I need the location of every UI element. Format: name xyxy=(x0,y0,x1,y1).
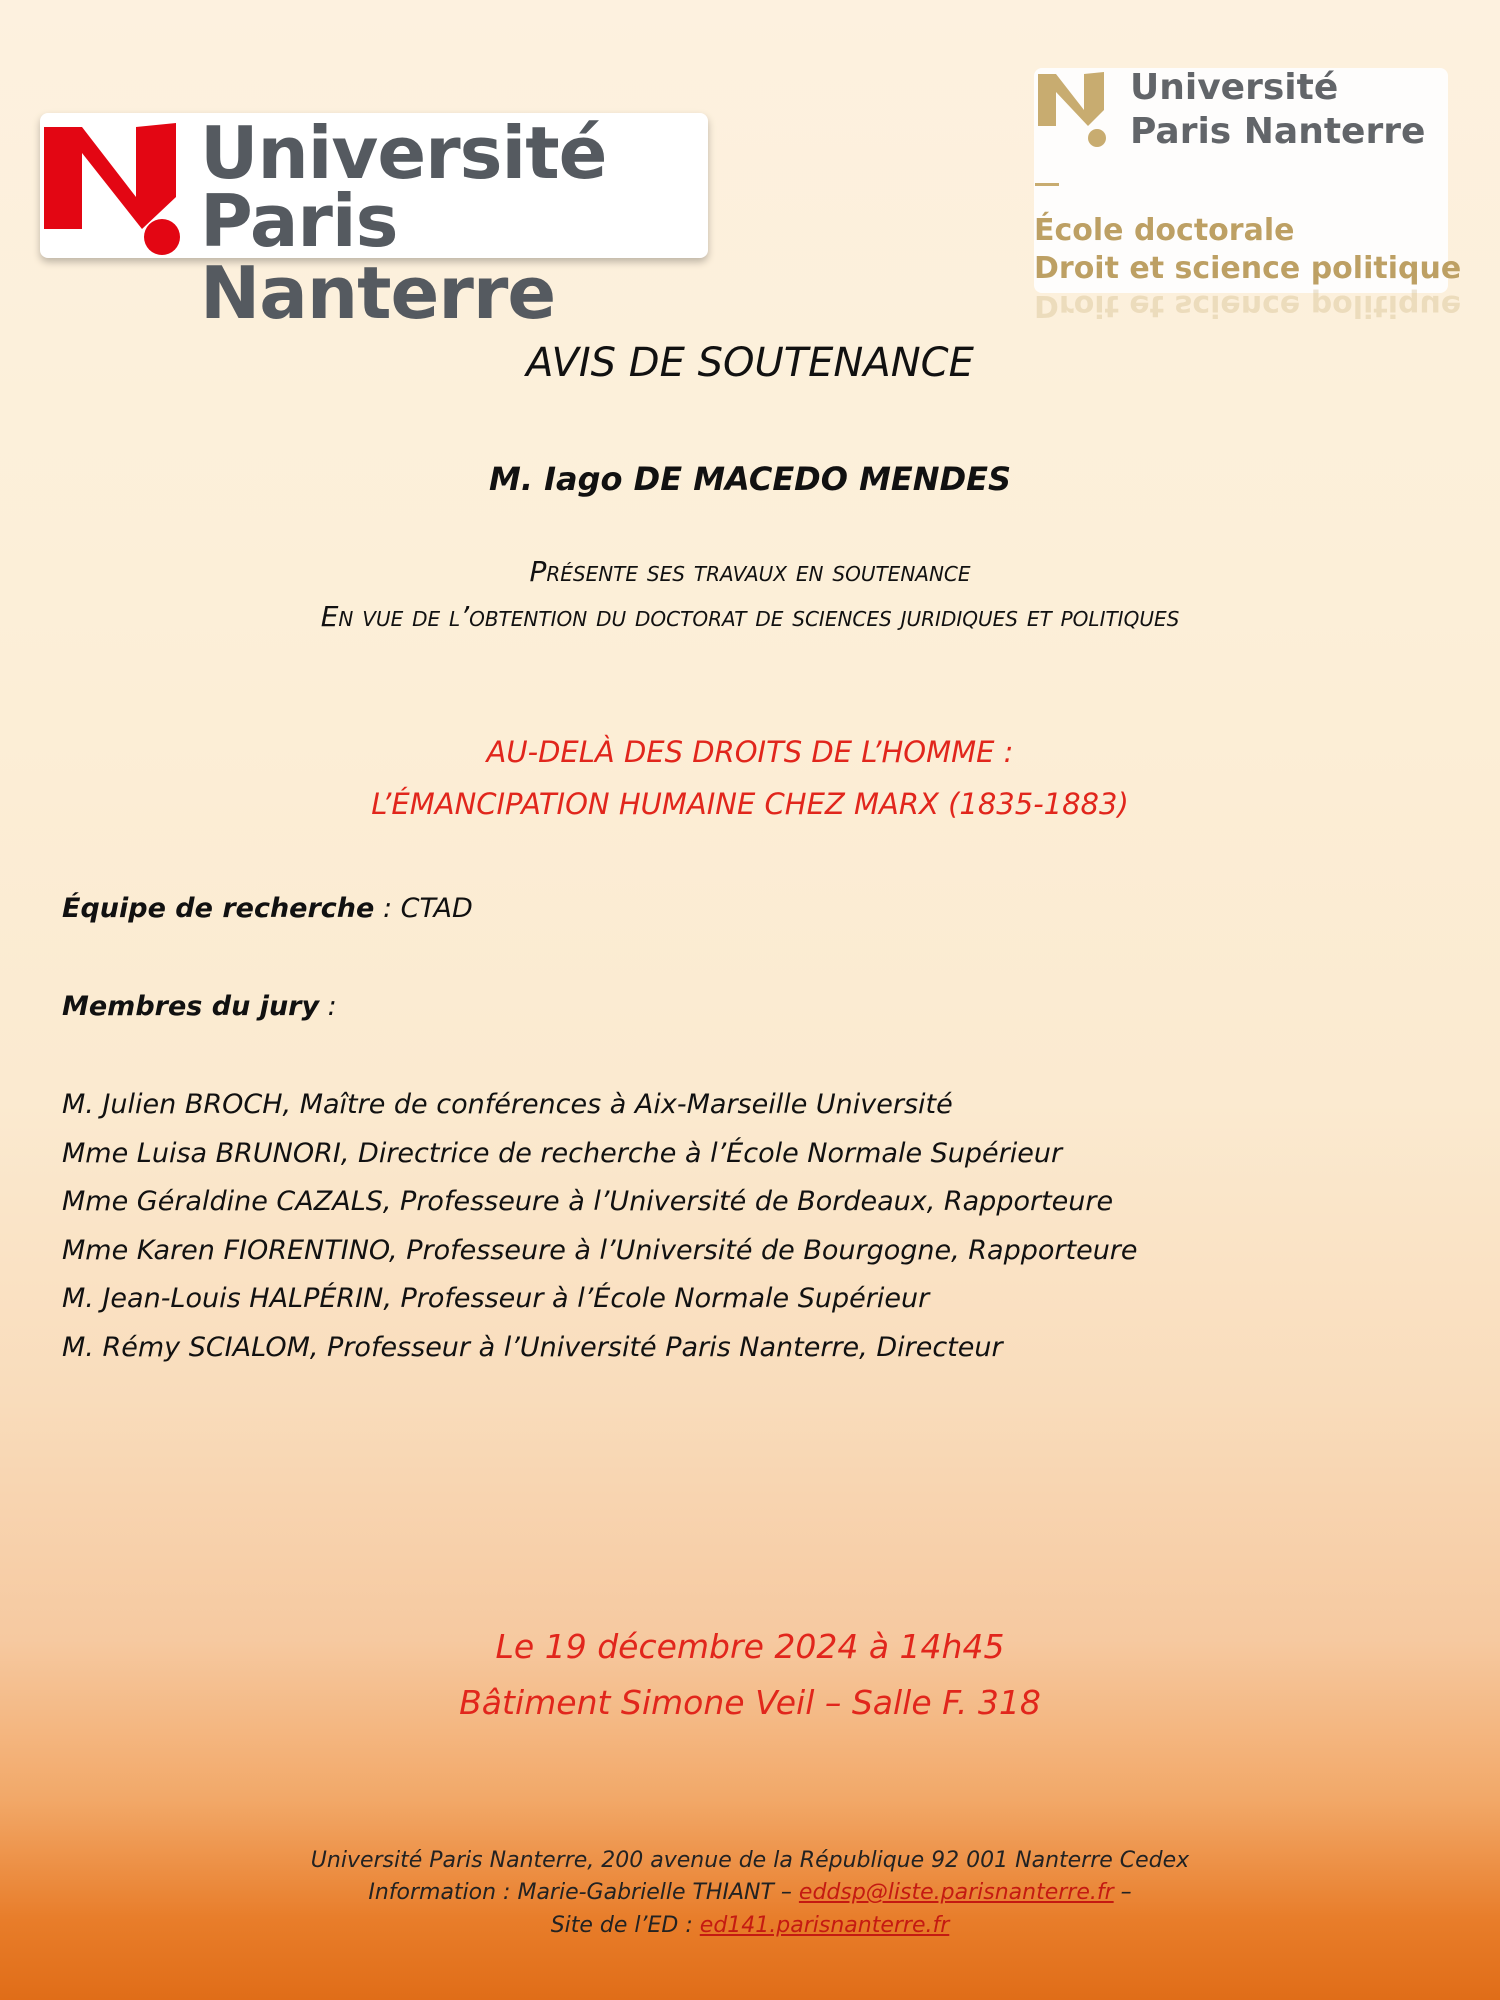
jury-label: Membres du jury xyxy=(62,991,320,1022)
doctoral-school-logo xyxy=(1034,67,1462,323)
footer-info-prefix: Information : Marie-Gabrielle THIANT – xyxy=(368,1880,799,1905)
defense-location: Bâtiment Simone Veil – Salle F. 318 xyxy=(459,1683,1041,1722)
website-link[interactable]: ed141.parisnanterre.fr xyxy=(699,1913,950,1938)
footer-site xyxy=(0,1913,1500,1938)
jury-member: Mme Luisa BRUNORI, Directrice de recherche à l’École Normale Supérieur xyxy=(62,1137,1063,1169)
footer-site-prefix: Site de l’ED : xyxy=(550,1913,700,1938)
jury-member: M. Jean-Louis HALPÉRIN, Professeur à l’École Normale Supérieur xyxy=(62,1283,930,1314)
page-title: AVIS DE SOUTENANCE xyxy=(526,340,974,386)
logo-text-line2: Paris Nanterre xyxy=(200,179,556,335)
subtitle-line2: En vue de l’obtention du doctorat de sciences juridiques et politiques xyxy=(320,600,1180,633)
nanterre-logo-mark-gold-icon xyxy=(1034,68,1124,158)
logo-text-line1: Université xyxy=(200,111,607,195)
research-team-value: CTAD xyxy=(400,893,473,924)
logo-divider xyxy=(1035,183,1059,186)
logo-right-line1: Université xyxy=(1130,67,1339,108)
subtitle-line1: Présente ses travaux en soutenance xyxy=(529,555,971,588)
research-team xyxy=(62,893,473,924)
jury-list xyxy=(62,1087,1138,1378)
candidate-name: M. Iago DE MACEDO MENDES xyxy=(488,460,1012,498)
jury-heading xyxy=(62,991,337,1022)
nanterre-logo-mark-icon xyxy=(44,117,194,257)
research-team-label: Équipe de recherche xyxy=(62,893,375,924)
email-link[interactable]: eddsp@liste.parisnanterre.fr xyxy=(798,1880,1114,1905)
thesis-title-line1: AU-DELÀ DES DROITS DE L’HOMME : xyxy=(486,735,1014,769)
jury-member: M. Rémy SCIALOM, Professeur à l’Université Paris Nanterre, Directeur xyxy=(62,1331,1003,1363)
defense-date: Le 19 décembre 2024 à 14h45 xyxy=(495,1627,1005,1666)
logo-right-line4: Droit et science politique xyxy=(1034,251,1462,286)
jury-member: Mme Karen FIORENTINO, Professeure à l’Université de Bourgogne, Rapporteure xyxy=(62,1234,1138,1266)
logo-right-line3: École doctorale xyxy=(1034,213,1295,248)
footer-info-suffix: – xyxy=(1113,1880,1132,1905)
jury-sep: : xyxy=(319,991,337,1022)
research-team-sep: : xyxy=(374,893,401,924)
footer-info xyxy=(0,1880,1500,1905)
university-logo xyxy=(40,111,708,335)
thesis-title-line2: L’ÉMANCIPATION HUMAINE CHEZ MARX (1835-1883) xyxy=(371,787,1129,821)
logo-reflection: Droit et science politique xyxy=(1034,288,1462,323)
jury-member: M. Julien BROCH, Maître de conférences à Aix-Marseille Université xyxy=(62,1089,953,1120)
footer-address: Université Paris Nanterre, 200 avenue de la République 92 001 Nanterre Cedex xyxy=(310,1848,1190,1873)
jury-member: Mme Géraldine CAZALS, Professeure à l’Université de Bordeaux, Rapporteure xyxy=(62,1186,1114,1217)
logo-right-line2: Paris Nanterre xyxy=(1130,111,1426,152)
